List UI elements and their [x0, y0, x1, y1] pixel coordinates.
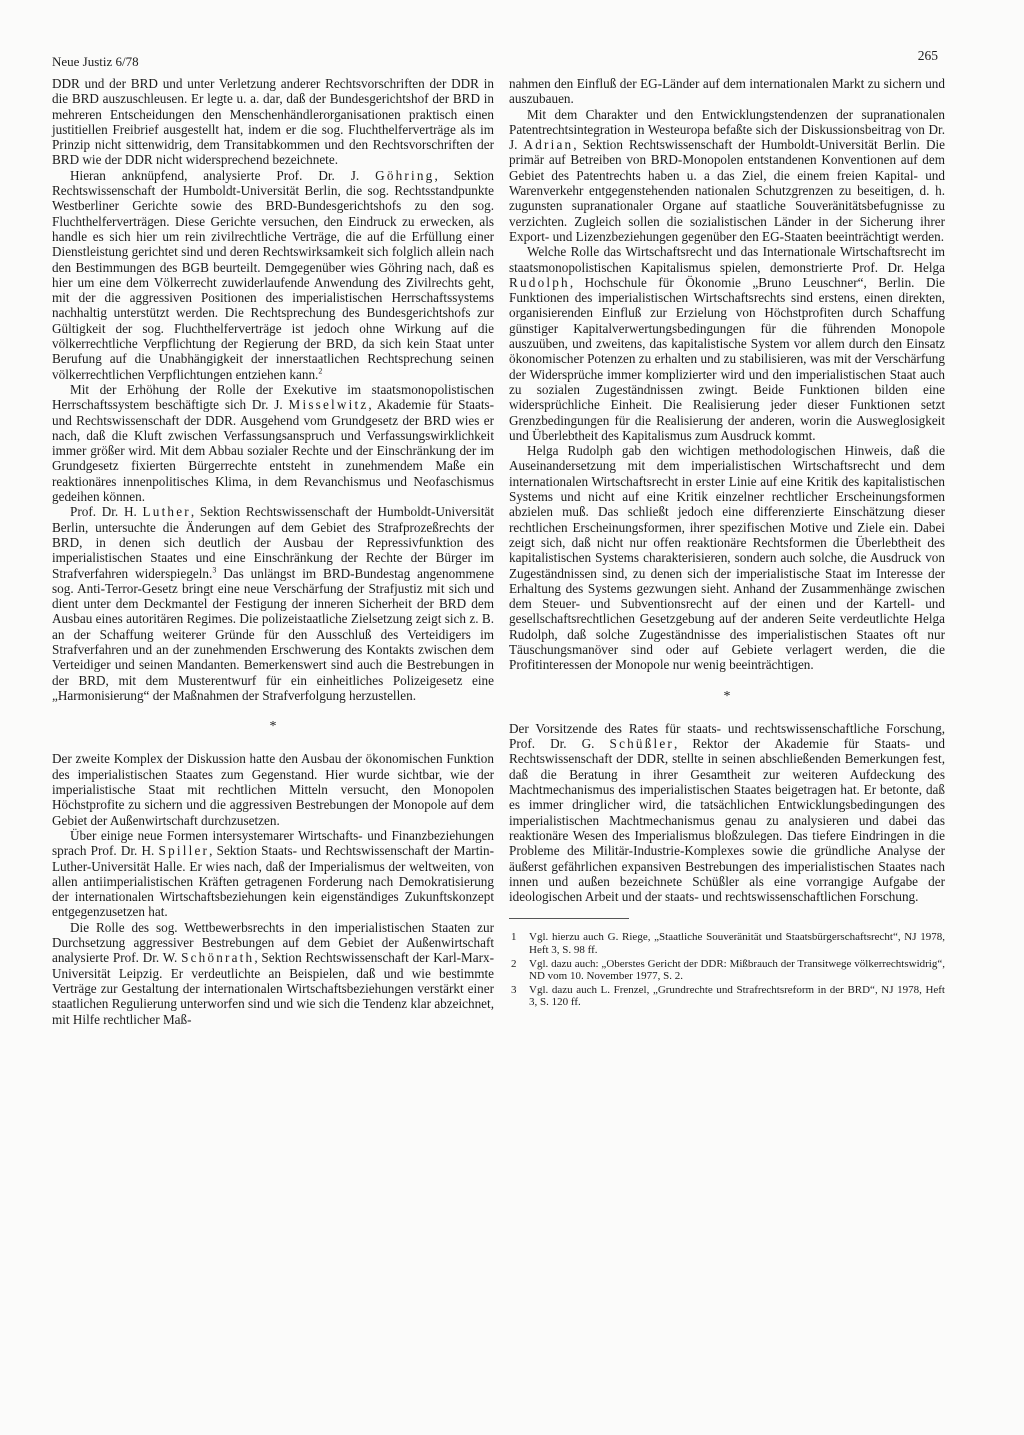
- paragraph: Über einige neue Formen intersystemarer Wirtschafts- und Finanzbeziehungen sprach Prof. Dr. H. Spiller, Sektion Staats- und Rechtswissenschaft der Martin-Luther-Universität Halle. Er wies nach, daß der Imperialismus der weltweiten, von allen antiimperialistischen Kräften getragenen Forderung nach Demokratisierung der internationalen Wirtschaftsbeziehungen kein eigenständiges Zukunftskonzept entgegenzusetzen hat.: [52, 827, 495, 920]
- speaker-name: Luther: [142, 504, 191, 520]
- footnote-ref: 3: [212, 565, 217, 575]
- speaker-name: Spiller: [158, 843, 210, 859]
- footnote: 2 Vgl. dazu auch: „Oberstes Gericht der DDR: Mißbrauch der Transitwege völkerrechtswidrig“, ND vom 10. November 1977, S. 2.: [511, 957, 945, 983]
- speaker-name: Schüßler: [609, 736, 675, 752]
- right-column: [509, 76, 945, 1010]
- speaker-name: Misselwitz: [288, 397, 369, 413]
- section-separator: *: [269, 719, 277, 735]
- footnotes: [509, 931, 945, 1009]
- paragraph: Prof. Dr. H. Luther, Sektion Rechtswissenschaft der Humboldt-Universität Berlin, untersuchte die Änderungen auf dem Gebiet des Strafprozeßrechts der BRD, in denen sich deutlich der Ausbau der Repressivfunktion des imperialistischen Staates und eine Einschränkung der Rechte der Bürger im Strafverfahren widerspiegeln.$^3$ Das unlängst im BRD-Bundestag angenommene sog. Anti-Terror-Gesetz bringt eine neue Verschärfung der Strafjustiz mit sich und dient unter dem Deckmantel der Festigung der inneren Sicherheit der BRD dem Ausbau eines autoritären Regimes. Die polizeistaatliche Zielsetzung zeigt sich z. B. an der Schaffung weiterer Gründe für den Ausschluß des Verteidigers im Strafverfahren und an der zunehmenden Erschwerung des Kontakts zwischen dem Verteidiger und seinen Mandanten. Bemerkenswert sind auch die Bestrebungen in der BRD, mit dem Musterentwurf für ein einheitliches Polizeigesetz eine „Harmonisierung“ der Maßnahmen der Strafverfolgung herzustellen.: [52, 504, 495, 703]
- speaker-name: Rudolph: [509, 274, 570, 290]
- footnote: 3 Vgl. dazu auch L. Frenzel, „Grundrechte und Strafrechtsreform in der BRD“, NJ 1978, Heft 3, S. 120 ff.: [511, 983, 945, 1009]
- footnote-ref: 2: [318, 366, 323, 376]
- paragraph: Welche Rolle das Wirtschaftsrecht und das Internationale Wirtschaftsrecht im staatsmonopolistischen Kapitalismus spielen, demonstrierte Prof. Dr. Helga Rudolph, Hochschule für Ökonomie „Bruno Leuschner“, Berlin. Die Funktionen des imperialistischen Wirtschaftsrechts sind erstens, einen direkten, organisierenden Einfluß zur Erzielung von Höchstprofiten durch Schaffung günstiger Kapitalverwertungsbedingungen für die führenden Monopole auszuüben, und zweitens, das kapitalistische System vor allem durch den Einsatz ökonomischer Potenzen zu erhalten und zu stabilisieren, was mit der Verschärfung der Widersprüche immer komplizierter wird und den imperialistischen Staat auch zu sozialen Zugeständnissen zwingt. Beide Funktionen bilden eine widersprüchliche Einheit. Die Realisierung jeder dieser Funktionen setzt Grenzbedingungen für die Realisierung der anderen, worin die Ausweglosigkeit und Überlebtheit des Kapitalismus zum Ausdruck kommt.: [509, 244, 945, 443]
- paragraph: Der zweite Komplex der Diskussion hatte den Ausbau der ökonomischen Funktion des imperialistischen Staates zum Gegenstand. Hier wurde sichtbar, wie der imperialistische Staat mit rechtlichen Mitteln versucht, den Monopolen Höchstprofite zu sichern und die aggressiven Bestrebungen der Monopole auf dem Gebiet der Außenwirtschaft durchzusetzen.: [52, 751, 494, 828]
- paragraph: Helga Rudolph gab den wichtigen methodologischen Hinweis, daß die Auseinandersetzung mit dem imperialistischen Wirtschaftsrecht und dem internationalen Wirtschaftsrecht in erster Linie auf eine Kritik des kapitalistischen Systems und nicht auf eine Kritik einzelner rechtlicher Erscheinungsformen abzielen muß. Das schließt jedoch eine differenzierte Einschätzung dieser rechtlichen Erscheinungsformen, ihrer spezifischen Motive und Ziele ein. Dabei zeigt sich, daß nicht nur offen reaktionäre Rechtsformen die Überlebtheit des kapitalistischen Systems charakterisieren, sondern auch solche, die Ausdruck von Zugeständnissen sind, zu denen sich der imperialistische Staat im Interesse der Erhaltung des Systems gezwungen sieht. Anhand der Zusammenhänge zwischen dem Steuer- und Subventionsrecht auf der einen und der Kartell- und gesellschaftsrechtlichen Gesetzgebung auf der anderen Seite verdeutlichte Helga Rudolph, daß solche Zugeständnisse des imperialistischen Staates oft nur Täuschungsmanöver sind oder auf Gebiete verlagert werden, die die Profitinteressen der Monopole nur wenig beeinträchtigen.: [509, 443, 945, 673]
- speaker-name: Schönrath: [181, 950, 255, 966]
- paragraph: Mit dem Charakter und den Entwicklungstendenzen der supranationalen Patentrechtsintegration in Westeuropa befaßte sich der Diskussionsbeitrag von Dr. J. Adrian, Sektion Rechtswissenschaft der Humboldt-Universität Berlin. Die primär auf Betreiben von BRD-Monopolen entstandenen Konventionen auf dem Gebiet des Patentrechts haben u. a das Ziel, die einem freien Kapital- und Warenverkehr entgegenstehenden nationalen Schutzgrenzen zu beseitigen, d. h. zugunsten supranationaler Organe auf staatliche Souveränitätsbefugnisse zu verzichten. Zugleich sollen die sozialistischen Länder in der Sicherung ihrer Export- und Lizenzbeziehungen gegenüber den EG-Staaten beeinträchtigt werden.: [509, 106, 945, 244]
- footnote-rule: [509, 918, 629, 925]
- speaker-name: Adrian: [523, 137, 574, 153]
- journal-reference: Neue Justiz 6/78: [52, 54, 139, 69]
- paragraph: Mit der Erhöhung der Rolle der Exekutive im staatsmonopolistischen Herrschaftssystem beschäftigte sich Dr. J. Misselwitz, Akademie für Staats- und Rechtswissenschaft der DDR. Ausgehend vom Grundgesetz der BRD wies er nach, daß die Kluft zwischen Verfassungsanspruch und Verfassungswirklichkeit immer größer wird. Mit dem Abbau sozialer Rechte und der Einschränkung der im Grundgesetz fixierten Bürgerrechte entsteht in zunehmendem Maße ein reaktionäres innenpolitisches Klima, in dem Revanchismus und Neofaschismus gedeihen können.: [52, 381, 495, 505]
- speaker-name: Göhring: [375, 167, 435, 183]
- section-separator: *: [723, 688, 731, 704]
- paragraph: Hieran anknüpfend, analysierte Prof. Dr. J. Göhring, Sektion Rechtswissenschaft der Humboldt-Universität Berlin, die sog. Rechtsstandpunkte Westberliner Gerichte sowie des BRD-Bundesgerichtshofs zu den sog. Fluchthelferverträgen. Diese Gerichte versuchen, den Eindruck zu erwecken, als handle es sich hier um rein zivilrechtliche Verträge, die auf die Erfüllung einer Dienstleistung gerichtet sind und deren Rechtswirksamkeit sich folglich allein nach den Bestimmungen des BGB beurteilt. Demgegenüber wies Göhring nach, daß es hier um eine dem Völkerrecht zuwiderlaufende Anwendung des Zivilrechts geht, mit der die aggressiven Positionen des imperialistischen Herrschaftssystems nachhaltig unterstützt werden. Die Rechtsprechung des Bundesgerichtshofs zur Gültigkeit der sog. Fluchthelferverträge ist jedoch ohne Wirkung auf die völkerrechtliche Verpflichtung der Regierung der BRD, da sich kein Staat unter Berufung auf die Unabhängigkeit der innerstaatlichen Rechtsprechung seinen völkerrechtlichen Verpflichtungen entziehen kann.$^2$: [52, 167, 495, 382]
- paragraph: Der Vorsitzende des Rates für staats- und rechtswissenschaftliche Forschung, Prof. Dr. G. Schüßler, Rektor der Akademie für Staats- und Rechtswissenschaft der DDR, stellte in seinen abschließenden Bemerkungen fest, daß die Beratung in ihrer Gesamtheit zur weiteren Aufdeckung des Machtmechanismus des imperialistischen Staates beigetragen hat. Er betonte, daß es immer dringlicher wird, die tatsächlichen Entwicklungsbedingungen des imperialistischen Machtmechanismus genau zu analysieren und dabei das reaktionäre Wesen des Imperialismus bloßzulegen. Das tiefere Eindringen in die Probleme des Militär-Industrie-Komplexes sowie die gründliche Analyse der äußerst gefährlichen expansiven Bestrebungen des imperialistischen Staates nach innen und außen bezeichnete Schüßler als eine vorrangige Aufgabe der ideologischen Arbeit und der staats- und rechtswissenschaftlichen Forschung.: [509, 720, 945, 905]
- paragraph: Die Rolle des sog. Wettbewerbsrechts in den imperialistischen Staaten zur Durchsetzung aggressiver Bestrebungen auf dem Gebiet der Außenwirtschaft analysierte Prof. Dr. W. Schönrath, Sektion Rechtswissenschaft der Karl-Marx-Universität Leipzig. Er verdeutlichte an Beispielen, daß und wie bestimmte Verträge zur Gestaltung der internationalen Wirtschaftsbeziehungen verstärkt einer staatlichen Regulierung unterworfen sind und wie sich die Tendenz klar abzeichnet, mit Hilfe rechtlicher Maß-: [52, 919, 494, 1027]
- footnote: 1 Vgl. hierzu auch G. Riege, „Staatliche Souveränität und Staatsbürgerschaftsrecht“, NJ 1978, Heft 3, S. 98 ff.: [511, 931, 945, 957]
- left-column: [52, 76, 494, 1027]
- running-head: [52, 48, 938, 72]
- page-number: 265: [917, 48, 938, 63]
- paragraph: DDR und der BRD und unter Verletzung anderer Rechtsvorschriften der DDR in die BRD auszuschleusen. Er legte u. a. dar, daß der Bundesgerichtshof der BRD in mehreren Entscheidungen den Menschenhändlerorganisationen praktisch einen justitiellen Freibrief ausgestellt hat, indem er die sog. Fluchthelferverträge als im Prinzip nicht sittenwidrig, dem Transitabkommen und den Rechtsvorschriften der BRD wie der DDR nicht widersprechend bezeichnete.: [52, 76, 494, 168]
- paragraph: nahmen den Einfluß der EG-Länder auf dem internationalen Markt zu sichern und auszubauen.: [509, 76, 945, 107]
